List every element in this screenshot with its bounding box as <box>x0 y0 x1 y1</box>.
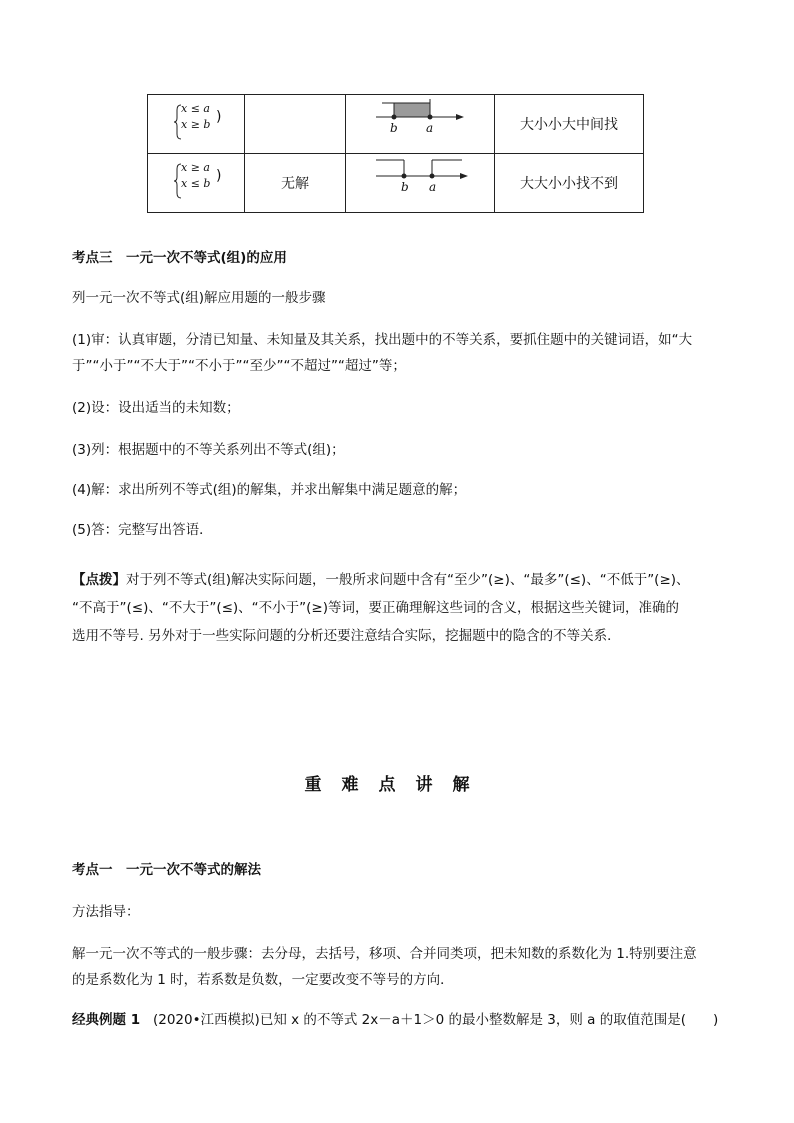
system-line: x ≥ a <box>181 161 210 174</box>
inequality-system <box>148 95 244 153</box>
table-row <box>148 154 644 213</box>
rule-cell: 大小小大中间找 <box>495 95 644 154</box>
paragraph: (1)审：认真审题，分清已知量、未知量及其关系，找出题中的不等关系，要抓住题中的关键词语，如“大 <box>72 332 693 348</box>
paren: ) <box>216 109 222 125</box>
paragraph: (3)列：根据题中的不等关系列出不等式(组)； <box>72 442 345 458</box>
point-label: a <box>426 121 434 135</box>
example-paragraph <box>72 1010 718 1030</box>
section-title: 考点一 一元一次不等式的解法 <box>72 862 261 878</box>
point-label: b <box>390 121 398 135</box>
solution-cell <box>245 95 346 154</box>
example-text: (2020•江西模拟)已知 x 的不等式 2x－a＋1＞0 的最小整数解是 3，则 a 的取值范围是( ) <box>152 1012 719 1028</box>
paragraph: 方法指导： <box>72 904 140 920</box>
tip-paragraph: “不高于”(≤)、“不大于”(≤)、“不小于”(≥)等词，要正确理解这些词的含义，根据这些关键词，准确的 <box>72 600 679 616</box>
number-line-figure <box>346 95 494 153</box>
table-row <box>148 95 644 154</box>
tip-text: 对于列不等式(组)解决实际问题，一般所求问题中含有“至少”(≥)、“最多”(≤)、“不低于”(≥)、 <box>126 572 690 588</box>
paren: ) <box>216 168 222 184</box>
number-line-2 <box>346 154 494 212</box>
section-title: 考点三 一元一次不等式(组)的应用 <box>72 250 287 266</box>
system-line: x ≤ a <box>181 102 210 115</box>
point-label: b <box>401 180 409 194</box>
tip-paragraph: 选用不等号. 另外对于一些实际问题的分析还要注意结合实际，挖掘题中的隐含的不等关系． <box>72 628 621 644</box>
rule-cell: 大大小小找不到 <box>495 154 644 213</box>
paragraph: 列一元一次不等式(组)解应用题的一般步骤 <box>72 290 326 306</box>
system-line: x ≤ b <box>181 177 211 190</box>
paragraph: 于”“小于”“不大于”“不小于”“至少”“不超过”“超过”等； <box>72 358 406 374</box>
paragraph: (2)设：设出适当的未知数； <box>72 400 240 416</box>
paragraph: (4)解：求出所列不等式(组)的解集，并求出解集中满足题意的解； <box>72 482 467 498</box>
system-line: x ≥ b <box>181 118 211 131</box>
inequality-system <box>148 154 244 212</box>
inequality-table <box>147 94 644 213</box>
point-label: a <box>429 180 437 194</box>
paragraph: (5)答：完整写出答语． <box>72 522 213 538</box>
tip-label: 【点拨】 <box>72 572 126 588</box>
number-line-figure <box>346 154 494 212</box>
example-label: 经典例题 1 <box>72 1012 141 1028</box>
number-line-1 <box>346 95 494 153</box>
solution-cell: 无解 <box>245 154 346 213</box>
paragraph: 的是系数化为 1 时，若系数是负数，一定要改变不等号的方向． <box>72 972 454 988</box>
page-heading: 重难点讲解 <box>304 775 490 795</box>
tip-paragraph <box>72 570 690 590</box>
paragraph: 解一元一次不等式的一般步骤：去分母，去括号，移项、合并同类项，把未知数的系数化为 1.特别要注意 <box>72 946 697 962</box>
